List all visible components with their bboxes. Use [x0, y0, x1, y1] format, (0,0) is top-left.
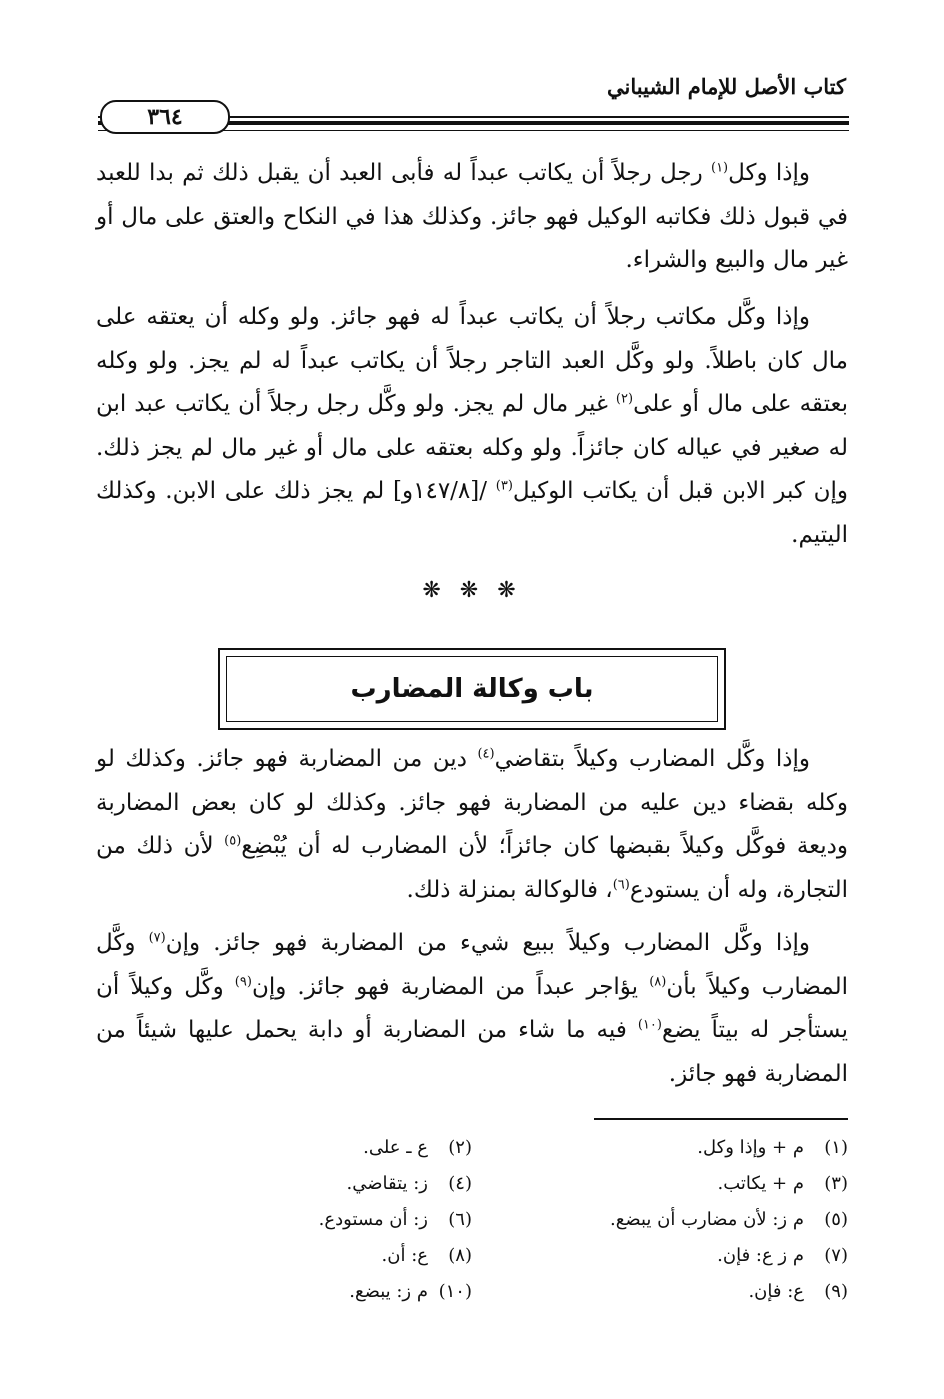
footnote-text: م ز ع: فإن. [717, 1245, 804, 1266]
footnote-item [96, 1276, 472, 1308]
paragraph-text: ، فالوكالة بمنزلة ذلك. [406, 876, 613, 903]
footnote-ref: (٢) [615, 391, 634, 407]
footnote-ref: (٦) [612, 876, 630, 892]
footnote-ref: (١) [710, 160, 729, 176]
footnote-item [472, 1240, 848, 1272]
footnote-number: (٧) [824, 1245, 848, 1266]
section-separator: ❋ ❋ ❋ [422, 578, 522, 603]
footnotes [96, 1132, 848, 1308]
paragraph-text: غير مال لم يجز. ولو وكَّل رجل رجلاً أن يكاتب عبد ابن له صغير في عياله كان جائزاً. ولو وكله بعتقه على مال أو غير مال لم يجز ذلك. وإن كبر الابن قبل أن يكاتب الوكيل [96, 391, 849, 504]
footnote-item [472, 1204, 848, 1236]
paragraph-text: وإذا وكَّل المضارب وكيلاً بتقاضي [494, 746, 810, 772]
footnote-text: ع: فإن. [748, 1281, 804, 1302]
footnote-item [96, 1204, 472, 1236]
footnote-text: م + يكاتب. [717, 1173, 804, 1194]
paragraph-text: /[١٤٧/٨و] لم يجز ذلك على الابن. وكذلك اليتيم. [96, 478, 848, 548]
chapter-title-frame [218, 648, 726, 730]
footnote-number: (٣) [824, 1173, 848, 1194]
paragraph-4 [96, 922, 848, 1096]
paragraph-1 [96, 152, 848, 283]
footnote-number: (١٠) [438, 1281, 472, 1302]
footnote-number: (٢) [448, 1137, 472, 1158]
footnote-number: (٦) [448, 1209, 472, 1230]
footnote-item [472, 1132, 848, 1164]
book-title: كتاب الأصل للإمام الشيباني [607, 74, 846, 99]
footnote-item [96, 1132, 472, 1164]
footnote-ref: (٩) [234, 973, 252, 989]
paragraph-text: وإذا وكَّل المضارب وكيلاً ببيع شيء من المضاربة فهو جائز. وإن [165, 930, 810, 956]
footnote-number: (٥) [824, 1209, 848, 1230]
paragraph-text: وكَّل المضارب وكيلاً بأن [96, 930, 848, 1000]
footnote-ref: (٧) [148, 930, 166, 946]
chapter-title: باب وكالة المضارب [226, 656, 718, 722]
footnote-ref: (٥) [224, 833, 242, 849]
footnote-item [96, 1168, 472, 1200]
footnote-ref: (٣) [495, 478, 513, 494]
footnote-text: ز: يتقاضي. [346, 1173, 428, 1194]
footnote-item [472, 1276, 848, 1308]
page-number: ٣٦٤ [100, 100, 230, 134]
paragraph-2 [96, 296, 848, 557]
footnote-text: م ز: يبضع. [349, 1281, 428, 1302]
footnote-number: (٨) [448, 1245, 472, 1266]
footnote-number: (١) [824, 1137, 848, 1158]
footnote-item [472, 1168, 848, 1200]
footnote-divider [594, 1118, 848, 1120]
footnote-ref: (٤) [477, 746, 495, 762]
footnote-number: (٩) [824, 1281, 848, 1302]
paragraph-text: وإذا وكَّل مكاتب رجلاً أن يكاتب عبداً له فهو جائز. ولو وكله أن يعتقه على مال كان باطلاً. ولو وكَّل العبد التاجر رجلاً أن يكاتب عبداً له لم يجز. ولو وكله بعتقه على مال أو على [96, 304, 849, 417]
paragraph-text: لأن ذلك من التجارة، وله أن يستودع [96, 833, 848, 903]
footnote-ref: (١٠) [637, 1017, 662, 1033]
paragraph-text: وكَّل وكيلاً أن يستأجر له بيتاً يضع [96, 973, 848, 1043]
footnote-text: م + وإذا وكل. [697, 1137, 804, 1158]
paragraph-text: رجل رجلاً أن يكاتب عبداً له فأبى العبد أن يقبل ذلك ثم بدا للعبد في قبول ذلك فكاتبه الوكيل فهو جائز. وكذلك هذا في النكاح والعتق على مال أو غير مال والبيع والشراء. [96, 160, 848, 273]
footnote-item [96, 1240, 472, 1272]
paragraph-3 [96, 738, 848, 912]
paragraph-text: دين من المضاربة فهو جائز. وكذلك لو وكله بقضاء دين عليه من المضاربة فهو جائز. وكذلك لو كان بعض المضاربة وديعة فوكَّل وكيلاً بقبضها كان جائزاً؛ لأن المضارب له أن يُبْضِع [96, 746, 848, 859]
paragraph-text: وإذا وكل [728, 160, 810, 186]
paragraph-text: يؤاجر عبداً من المضاربة فهو جائز. وإن [251, 973, 650, 1000]
footnote-text: ع ـ على. [363, 1137, 428, 1158]
footnote-number: (٤) [448, 1173, 472, 1194]
footnote-text: م ز: لأن مضارب أن يبضع. [610, 1209, 804, 1230]
footnote-text: ز: أن مستودع. [318, 1209, 428, 1230]
footnote-ref: (٨) [649, 973, 667, 989]
paragraph-text: فيه ما شاء من المضاربة أو دابة يحمل عليها شيئاً من المضاربة فهو جائز. [96, 1017, 848, 1087]
footnote-text: ع: أن. [381, 1245, 428, 1266]
